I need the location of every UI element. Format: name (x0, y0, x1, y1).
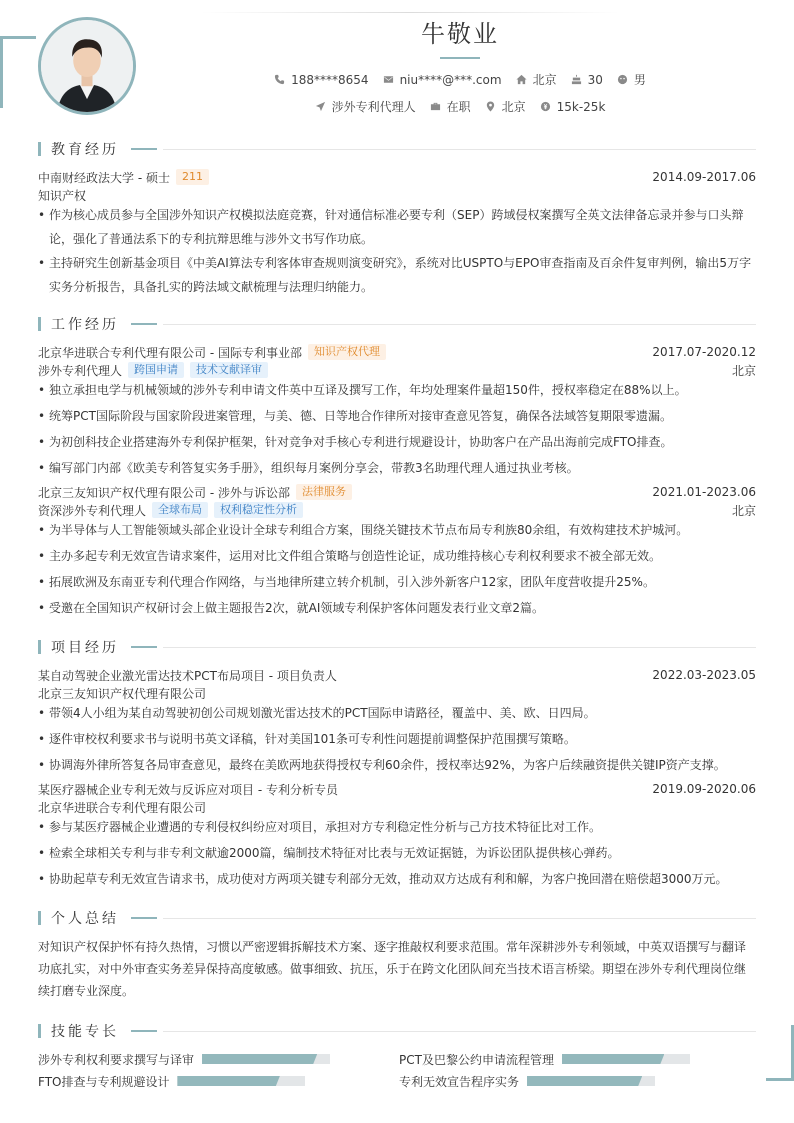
skill-bar-fill (527, 1076, 642, 1086)
work-bullet: • 为初创科技企业搭建海外专利保护框架，针对竞争对手核心专利进行规避设计，协助客户在产品出海前完成FTO排查。 (38, 430, 756, 454)
work-role-row (38, 361, 756, 379)
project-org: 北京华进联合专利代理有限公司 (38, 800, 207, 815)
project-bullet: • 逐件审校权利要求书与说明书英文译稿，针对美国101条可专利性问题提前调整保护范围撰写策略。 (38, 727, 756, 751)
home-icon (516, 74, 527, 85)
skill-item (38, 1051, 330, 1067)
education-section-title: 教育经历 (38, 140, 756, 158)
gender-text: 男 (633, 73, 646, 87)
project-title: 某自动驾驶企业激光雷达技术PCT布局项目 - 项目负责人 (38, 668, 337, 683)
contact-row (200, 71, 720, 88)
work-bullet: • 主办多起专利无效宣告请求案件，运用对比文件组合策略与创造性论证，成功维持核心专利权利要求不被全部无效。 (38, 544, 756, 568)
phone-text: 188****8654 (291, 72, 369, 87)
salary-text: 15k-25k (556, 99, 606, 114)
job-intent-row (200, 98, 720, 115)
project-org: 北京三友知识产权代理有限公司 (38, 686, 207, 701)
phone-icon (274, 74, 285, 85)
school-tag: 211 (176, 169, 209, 185)
work-role-row (38, 501, 756, 519)
work-header (38, 483, 756, 501)
summary-section-title: 个人总结 (38, 909, 756, 927)
skill-bar (177, 1076, 305, 1086)
skill-name: 专利无效宣告程序实务 (399, 1074, 520, 1089)
age-text: 30 (587, 72, 603, 87)
project-date: 2019.09-2020.06 (652, 782, 756, 796)
company-tag: 知识产权代理 (308, 344, 386, 360)
avatar (38, 17, 136, 115)
position-text: 涉外专利代理人 (331, 100, 416, 114)
role-name: 涉外专利代理人 (38, 363, 123, 378)
role-tag: 技术文献译审 (190, 362, 268, 378)
location-icon (485, 101, 496, 112)
skills-section-title: 技能专长 (38, 1022, 756, 1040)
summary-text: 对知识产权保护怀有持久热情，习惯以严密逻辑拆解技术方案、逐字推敲权利要求范围。常年深耕涉外专利领域，中英双语撰写与翻译功底扎实，对中外审查实务差异保持高度敏感。做事细致、抗压，乐于在跨文化团队间充当技术语言桥梁。期望在涉外专利代理岗位继续打磨专业深度。 (38, 940, 747, 998)
work-bullet: • 统筹PCT国际阶段与国家阶段进案管理，与美、德、日等地合作律所对接审查意见答复，确保各法域答复期限零遗漏。 (38, 404, 756, 428)
skill-name: FTO排查与专利规避设计 (38, 1074, 170, 1089)
phone-item (274, 73, 368, 87)
education-major-row (38, 186, 756, 204)
project-date: 2022.03-2023.05 (652, 668, 756, 682)
work-header (38, 343, 756, 361)
email-text: niu****@***.com (399, 72, 502, 87)
role-tag: 权利稳定性分析 (214, 502, 303, 518)
skill-item (399, 1051, 690, 1067)
education-bullet: • 主持研究生创新基金项目《中美AI算法专利客体审查规则演变研究》，系统对比USPTO与EPO审查指南及百余件复审判例，输出5万字实务分析报告，具备扎实的跨法域文献梳理与法理归纳能力。 (38, 251, 756, 299)
status-item (430, 98, 471, 115)
target-city-item (485, 98, 526, 115)
project-bullet: • 带领4人小组为某自动驾驶初创公司规划激光雷达技术的PCT国际申请路径，覆盖中、美、欧、日四局。 (38, 701, 756, 725)
work-section-title: 工作经历 (38, 315, 756, 333)
skill-item (399, 1073, 655, 1089)
gender-icon (617, 74, 628, 85)
mail-icon (383, 74, 394, 85)
header-rule (200, 12, 620, 13)
age-item (571, 73, 603, 87)
skill-item (38, 1073, 305, 1089)
company-name: 北京三友知识产权代理有限公司 - 涉外与诉讼部 (38, 485, 290, 500)
corner-decoration-bottom-right (766, 1025, 794, 1081)
skill-bar (202, 1054, 330, 1064)
skill-bar (562, 1054, 690, 1064)
city-item (516, 71, 557, 88)
work-bullet: • 受邀在全国知识产权研讨会上做主题报告2次，就AI领域专利保护客体问题发表行业文章2篇。 (38, 596, 756, 620)
email-item (383, 73, 502, 87)
skill-bar-fill (202, 1054, 317, 1064)
gender-item (617, 71, 646, 88)
work-bullet: • 独立承担电学与机械领域的涉外专利申请文件英中互译及撰写工作，年均处理案件量超150件，授权率稳定在88%以上。 (38, 378, 756, 402)
skill-name: PCT及巴黎公约申请流程管理 (399, 1052, 554, 1067)
corner-decoration-top-left (0, 36, 36, 108)
work-bullet: • 拓展欧洲及东南亚专利代理合作网络，与当地律所建立转介机制，引入涉外新客户12家，团队年度营收提升25%。 (38, 570, 756, 594)
education-date: 2014.09-2017.06 (652, 170, 756, 184)
work-bullet: • 为半导体与人工智能领域头部企业设计全球专利组合方案，围绕关键技术节点布局专利族80余组，有效构建技术护城河。 (38, 518, 756, 542)
education-major: 知识产权 (38, 188, 87, 203)
target-city-text: 北京 (501, 100, 526, 114)
company-name: 北京华进联合专利代理有限公司 - 国际专利事业部 (38, 345, 302, 360)
project-org-row (38, 798, 756, 816)
status-text: 在职 (446, 100, 471, 114)
city-text: 北京 (532, 73, 557, 87)
avatar-photo (41, 20, 133, 112)
project-bullet: • 协调海外律所答复各局审查意见，最终在美欧两地获得授权专利60余件，授权率达92%，为客户后续融资提供关键IP资产支撑。 (38, 753, 756, 777)
projects-section-title: 项目经历 (38, 638, 756, 656)
education-header (38, 168, 756, 186)
project-org-row (38, 684, 756, 702)
work-date: 2017.07-2020.12 (652, 345, 756, 359)
role-tag: 跨国申请 (128, 362, 184, 378)
work-bullet: • 编写部门内部《欧美专利答复实务手册》，组织每月案例分享会，带教3名助理代理人通过执业考核。 (38, 456, 756, 480)
position-item (315, 98, 416, 115)
project-header (38, 780, 756, 798)
skill-bar-fill (177, 1076, 279, 1086)
work-city: 北京 (731, 363, 756, 378)
salary-item (540, 100, 606, 114)
education-bullet: • 作为核心成员参与全国涉外知识产权模拟法庭竞赛，针对通信标准必要专利（SEP）跨域侵权案撰写全英文法律备忘录并参与口头辩论，强化了普通法系下的专利抗辩思维与涉外文书写作功底。 (38, 203, 756, 251)
project-title: 某医疗器械企业专利无效与反诉应对项目 - 专利分析专员 (38, 782, 338, 797)
project-bullet: • 检索全球相关专利与非专利文献逾2000篇，编制技术特征对比表与无效证据链，为诉讼团队提供核心弹药。 (38, 841, 756, 865)
briefcase-icon (430, 101, 441, 112)
project-header (38, 666, 756, 684)
name-block (360, 14, 560, 59)
salary-icon (540, 101, 551, 112)
role-name: 资深涉外专利代理人 (38, 503, 147, 518)
work-date: 2021.01-2023.06 (652, 485, 756, 499)
role-tag: 全球布局 (152, 502, 208, 518)
candidate-name: 牛敬业 (421, 20, 499, 48)
company-tag: 法律服务 (296, 484, 352, 500)
project-bullet: • 协助起草专利无效宣告请求书，成功使对方两项关键专利部分无效，推动双方达成有利和解，为客户挽回潜在赔偿超3000万元。 (38, 867, 756, 891)
age-icon (571, 74, 582, 85)
skill-name: 涉外专利权利要求撰写与译审 (38, 1052, 195, 1067)
school-name: 中南财经政法大学 - 硕士 (38, 170, 170, 185)
work-city: 北京 (731, 503, 756, 518)
send-icon (315, 101, 326, 112)
skill-bar (527, 1076, 655, 1086)
skill-bar-fill (562, 1054, 664, 1064)
project-bullet: • 参与某医疗器械企业遭遇的专利侵权纠纷应对项目，承担对方专利稳定性分析与己方技术特征比对工作。 (38, 815, 756, 839)
name-underline (440, 57, 480, 59)
